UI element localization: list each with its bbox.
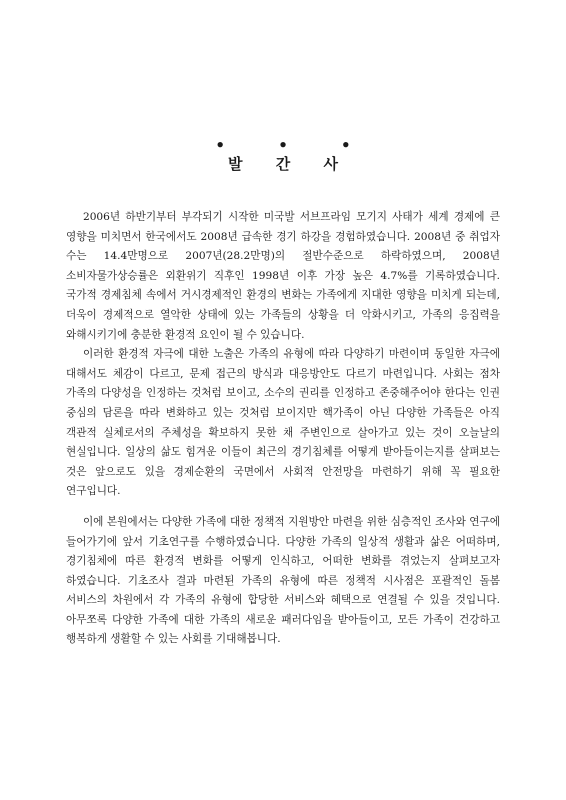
paragraph-3: 이에 본원에서는 다양한 가족에 대한 정책적 지원방안 마련을 위한 심층적인 조사와 연구에 들어가기에 앞서 기초연구를 수행하였습니다. 다양한 가족의 일상적 생활과 삶은 어떠하며, 경기침체에 따른 환경적 변화를 어떻게 인식하고, 어떠한 변화를 겪었는지 살펴보고자 하였습니다. 기초조사 결과 마련된 가족의 유형에 따른 정책적 시사점은 포괄적인 돌봄 서비스의 차원에서 각 가족의 유형에 합당한 서비스와 혜택으로 연결될 수 있을 것입니다. 아무쪼록 다양한 가족에 대한 가족의 새로운 패러다임을 받아들이고, 모든 가족이 건강하고 행복하게 생활할 수 있는 사회를 기대해봅니다. bbox=[66, 515, 500, 646]
body-text bbox=[66, 208, 500, 650]
ornament-dots: • • • bbox=[215, 136, 375, 154]
page-title: 발 간 사 bbox=[228, 155, 352, 173]
paragraph-2: 이러한 환경적 자극에 대한 노출은 가족의 유형에 따라 다양하기 마련이며 동일한 자극에 대해서도 체감이 다르고, 문제 접근의 방식과 대응방안도 다르기 마련입니다. 사회는 점차 가족의 다양성을 인정하는 것처럼 보이고, 소수의 권리를 인정하고 존중해주어야 한다는 인권 중심의 담론을 따라 변화하고 있는 것처럼 보이지만 핵가족이 아닌 다양한 가족들은 아직 객관적 실체로서의 주체성을 확보하지 못한 채 주변인으로 살아가고 있는 것이 오늘날의 현실입니다. 일상의 삶도 힘겨운 이들이 최근의 경기침체를 어떻게 받아들이는지를 살펴보는 것은 앞으로도 있을 경제순환의 국면에서 사회적 안전망을 마련하기 위해 꼭 필요한 연구입니다. bbox=[66, 348, 500, 498]
paragraph-1: 2006년 하반기부터 부각되기 시작한 미국발 서브프라임 모기지 사태가 세계 경제에 큰 영향을 미치면서 한국에서도 2008년 급속한 경기 하강을 경험하였습니다. 2008년 중 취업자 수는 14.4만명으로 2007년(28.2만명)의 절반수준으로 하락하였으며, 2008년 소비자물가상승률은 외환위기 직후인 1998년 이후 가장 높은 4.7%를 기록하였습니다. 국가적 경제침체 속에서 거시경제적인 환경의 변화는 가족에게 지대한 영향을 미치게 되는데, 더욱이 경제적으로 열악한 상태에 있는 가족들의 상황을 더 악화시키고, 가족의 응집력을 와해시키기에 충분한 환경적 요인이 될 수 있습니다. bbox=[66, 211, 500, 341]
